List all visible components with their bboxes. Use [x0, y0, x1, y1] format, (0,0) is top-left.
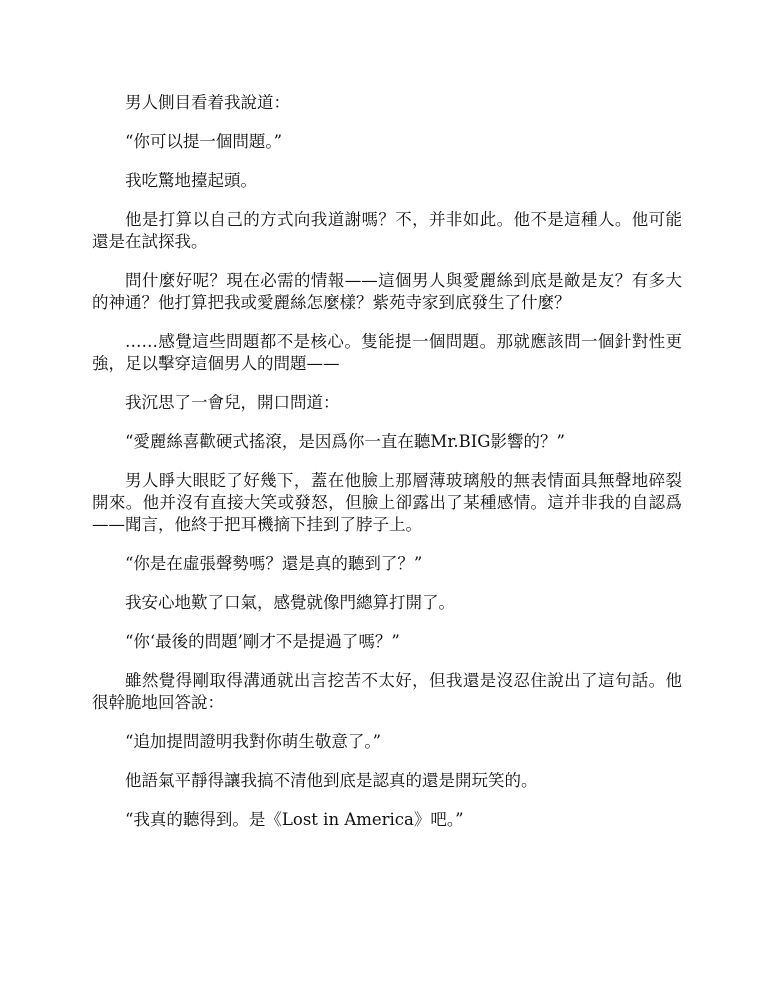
body-text — [92, 92, 682, 848]
paragraph: 他語氣平靜得讓我搞不清他到底是認真的還是開玩笑的。 — [125, 771, 538, 790]
paragraph: 他是打算以自己的方式向我道謝嗎？不，并非如此。他不是這種人。他可能還是在試探我。 — [92, 210, 682, 251]
paragraph: “追加提問證明我對你萌生敬意了。” — [125, 732, 382, 751]
paragraph: 問什麼好呢？現在必需的情報——這個男人與愛麗絲到底是敵是友？有多大的神通？他打算把我或愛麗絲怎麼樣？紫苑寺家到底發生了什麼？ — [92, 271, 682, 312]
paragraph: 雖然覺得剛取得溝通就出言挖苦不太好，但我還是沒忍住說出了這句話。他很幹脆地回答說： — [92, 671, 682, 712]
paragraph: 男人側目看着我說道： — [125, 93, 290, 112]
paragraph: “你可以提一個問題。” — [125, 132, 283, 151]
paragraph: “我真的聽得到。是《Lost in America》吧。” — [125, 810, 464, 829]
paragraph: 男人睜大眼眨了好幾下，蓋在他臉上那層薄玻璃般的無表情面具無聲地碎裂開來。他并沒有直接大笑或發怒，但臉上卻露出了某種感情。這并非我的自認爲——聞言，他終于把耳機摘下挂到了脖子上。 — [92, 471, 682, 534]
paragraph: “你是在虛張聲勢嗎？還是真的聽到了？” — [125, 554, 423, 573]
paragraph: 我沉思了一會兒，開口問道： — [125, 393, 340, 412]
paragraph: “愛麗絲喜歡硬式搖滾，是因爲你一直在聽Mr.BIG影響的？” — [125, 432, 565, 451]
paragraph: 我安心地歎了口氣，感覺就像門總算打開了。 — [125, 593, 455, 612]
paragraph: “你‘最後的問題’剛才不是提過了嗎？” — [125, 632, 400, 651]
paragraph: ……感覺這些問題都不是核心。隻能提一個問題。那就應該問一個針對性更強，足以擊穿這個男人的問題—— — [92, 332, 682, 373]
paragraph: 我吃驚地擡起頭。 — [125, 171, 257, 190]
